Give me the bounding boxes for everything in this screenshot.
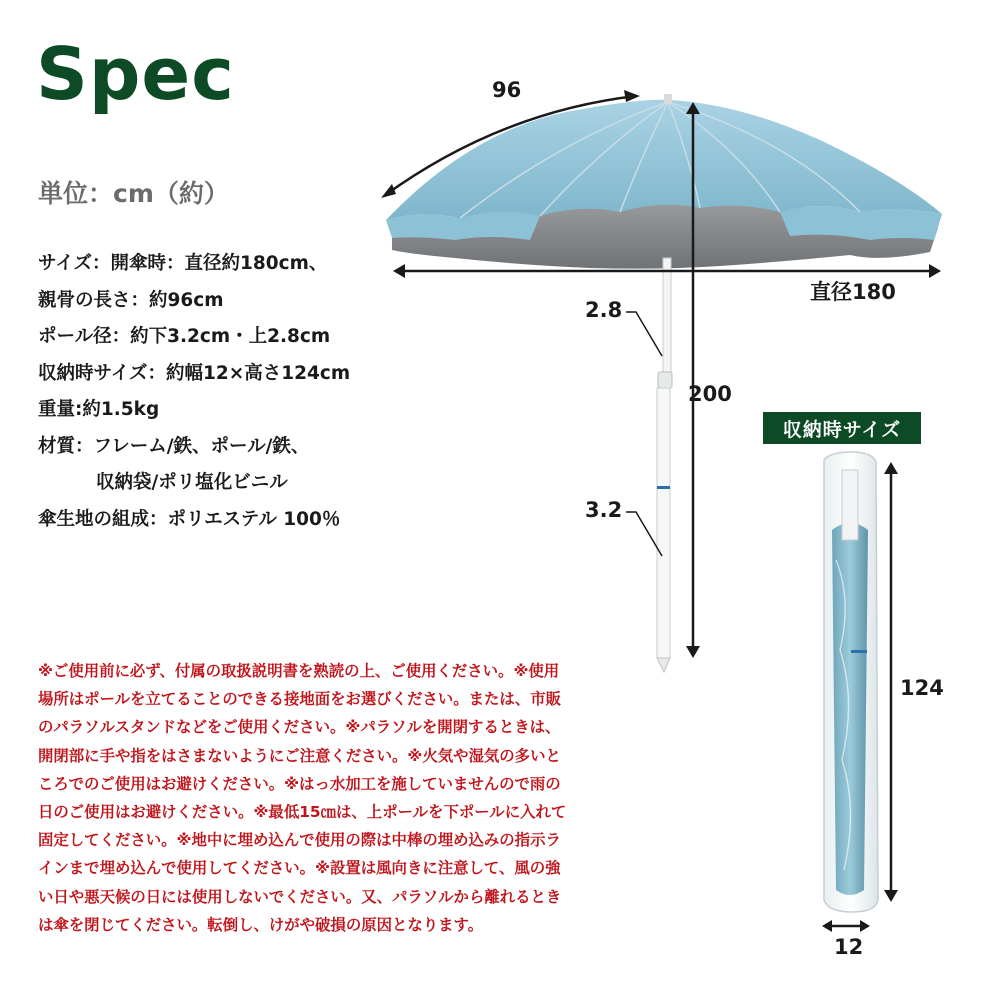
dim-diameter: 直径180 [810,280,896,304]
pole-joint [658,372,672,388]
spec-stored-size: 収納時サイズ：約幅12×高さ124cm [38,362,351,384]
spec-pole-diameter: ポール径：約下3.2cm・上2.8cm [38,326,331,347]
pole-upper [663,258,671,378]
dim-height: 200 [688,382,732,406]
canopy-top [386,100,942,220]
dim-stored-width: 12 [834,935,864,959]
dim-pole-bottom: 3.2 [585,498,623,522]
spec-material-cont: 収納袋/ポリ塩化ビニル [96,472,288,493]
stored-size-badge: 収納時サイズ [763,412,921,444]
spec-material: 材質：フレーム/鉄、ポール/鉄、 [38,435,310,457]
spec-rib-length: 親骨の長さ：約96cm [38,289,224,311]
pole-lower [657,388,670,658]
rolled-canopy [832,523,868,895]
spec-fabric: 傘生地の組成：ポリエステル 100％ [38,508,341,530]
dim-pole-top: 2.8 [585,298,623,322]
dim-stored-height: 124 [900,676,944,700]
dim-rib-length: 96 [492,78,522,102]
spec-size: サイズ：開傘時：直径約180cm、 [38,253,328,274]
page-title: Spec [36,32,235,116]
caution-notice: ※ご使用前に必ず、付属の取扱説明書を熟読の上、ご使用ください。※使用場所はポールを立てることのできる接地面をお選びください。または、市販のパラソルスタンドなどをご使用ください。※パラソルを開閉するときは、開閉部に手や指をはさまないようにご注意ください。※火気や湿気の多いところでのご使用はお避けください。※はっ水加工を施していませんので雨の日のご使用はお避けください。※最低15㎝は、上ポールを下ポールに入れて固定してください。※地中に埋め込んで使用の際は中棒の埋め込みの指示ラインまで埋め込んで使用してください。※設置は風向きに注意して、風の強い日や悪天候の日には使用しないでください。又、パラソルから離れるときは傘を閉じてください。転倒し、けがや破損の原因となります。 [38,662,567,934]
unit-label: 単位：cm（約） [38,179,229,208]
spec-weight: 重量:約1.5kg [38,399,160,420]
